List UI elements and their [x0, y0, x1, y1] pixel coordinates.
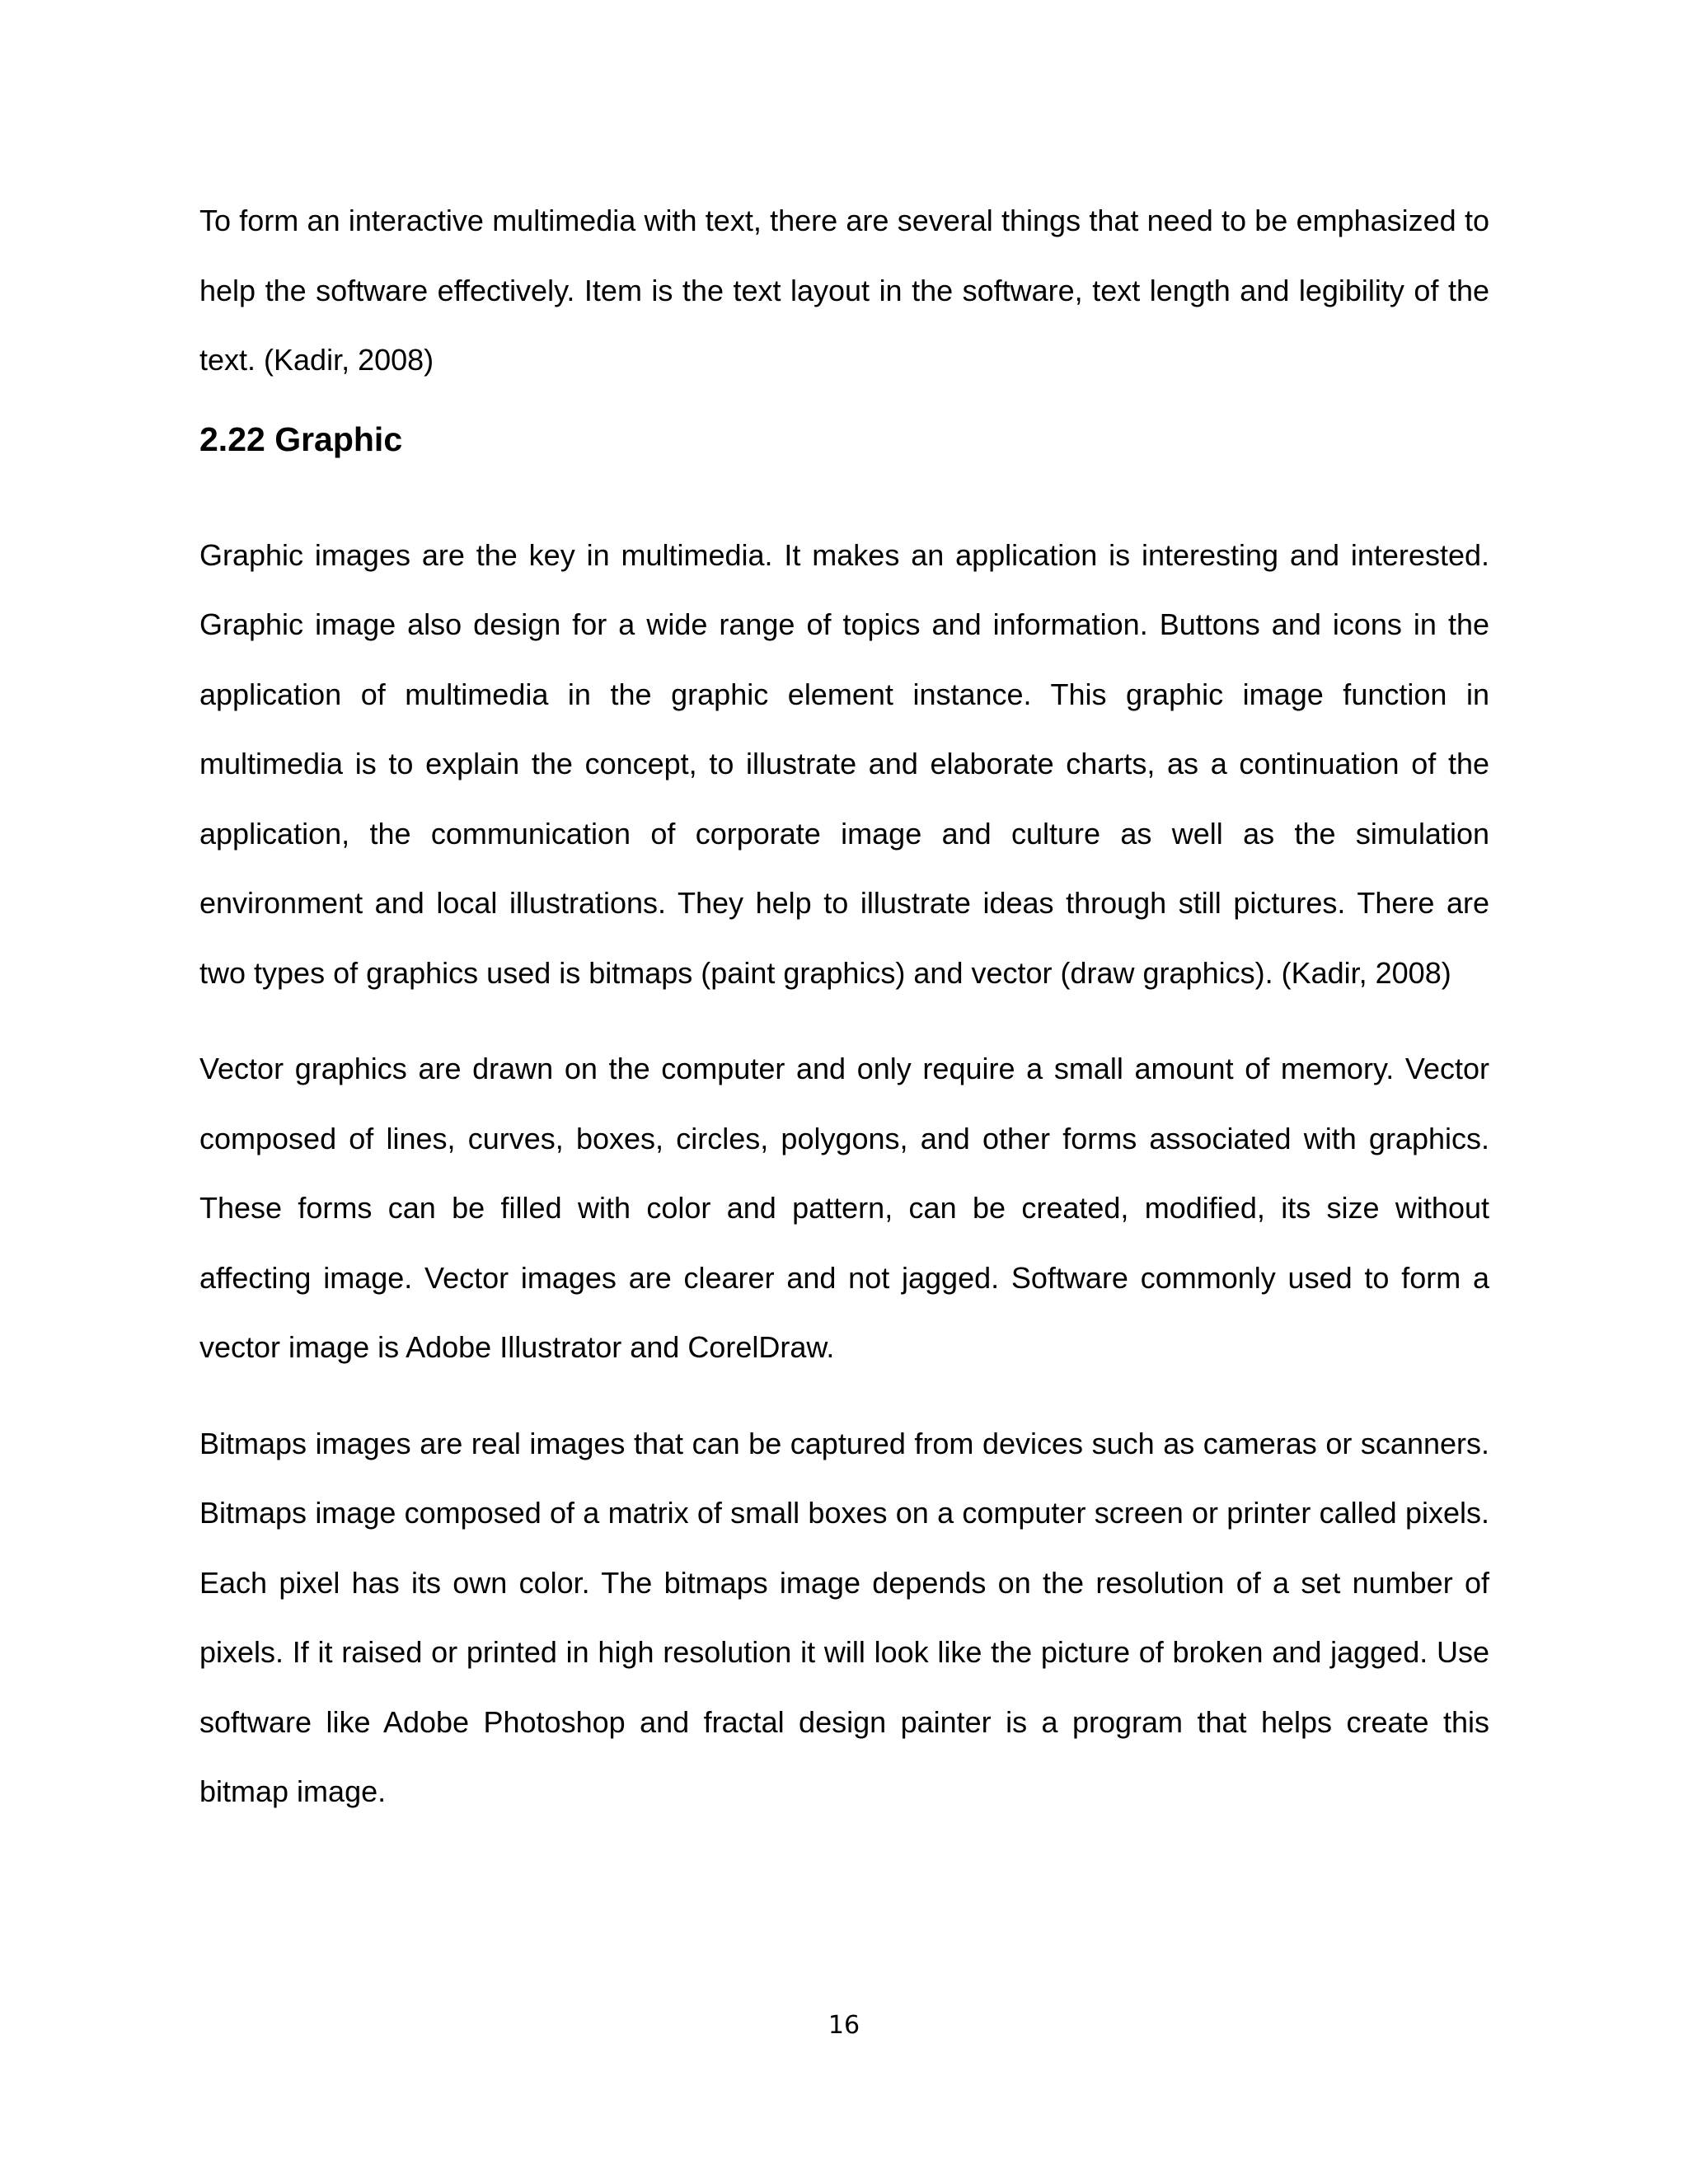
- page-body: [199, 186, 1489, 1827]
- bitmap-images-paragraph: Bitmaps images are real images that can be captured from devices such as cameras or scanners. Bitmaps image composed of a matrix of small boxes on a computer screen or printer called pixels. Each pixel has its own color. The bitmaps image depends on the resolution of a set number of pixels. If it raised or printed in high resolution it will look like the picture of broken and jagged. Use software like Adobe Photoshop and fractal design painter is a program that helps create this bitmap image.: [199, 1426, 1489, 1808]
- section-heading: 2.22 Graphic: [199, 419, 403, 458]
- page-number: 16: [828, 2011, 860, 2040]
- vector-graphics-paragraph: Vector graphics are drawn on the computer and only require a small amount of memory. Vector composed of lines, curves, boxes, circles, polygons, and other forms associated with graphics. These forms can be filled with color and pattern, can be created, modified, its size without affecting image. Vector images are clearer and not jagged. Software commonly used to form a vector image is Adobe Illustrator and CorelDraw.: [199, 1052, 1489, 1364]
- intro-paragraph: To form an interactive multimedia with text, there are several things that need to be emphasized to help the software effectively. Item is the text layout in the software, text length and legibility of the text. (Kadir, 2008): [199, 204, 1489, 377]
- graphic-paragraph: Graphic images are the key in multimedia. It makes an application is interesting and interested. Graphic image also design for a wide range of topics and information. Buttons and icons in the application of multimedia in the graphic element instance. This graphic image function in multimedia is to explain the concept, to illustrate and elaborate charts, as a continuation of the application, the communication of corporate image and culture as well as the simulation environment and local illustrations. They help to illustrate ideas through still pictures. There are two types of graphics used is bitmaps (paint graphics) and vector (draw graphics). (Kadir, 2008): [199, 537, 1489, 990]
